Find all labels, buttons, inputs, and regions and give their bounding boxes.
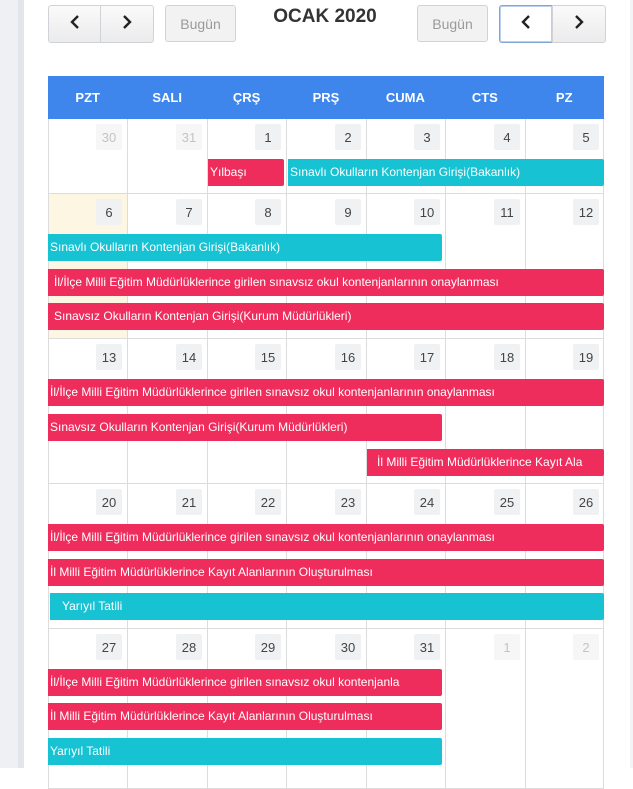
day-number[interactable]: 6 [96,199,122,225]
calendar-event[interactable]: İl Milli Eğitim Müdürlüklerince Kayıt Alanlarının Oluşturulması [48,703,442,730]
weekday-sun: PZ [555,90,573,105]
weekday-header [48,76,604,119]
prev-month-button-right[interactable] [499,5,553,43]
day-number[interactable]: 12 [573,199,599,225]
day-number[interactable]: 7 [176,199,202,225]
day-number[interactable]: 14 [176,344,202,370]
prev-month-button[interactable] [48,5,101,43]
day-number[interactable]: 1 [494,634,520,660]
day-number[interactable]: 25 [494,489,520,515]
calendar-event[interactable]: Yılbaşı [208,159,284,186]
weekday-sat: CTS [471,90,498,105]
day-number[interactable]: 20 [96,489,122,515]
calendar-event[interactable]: İl/İlçe Milli Eğitim Müdürlüklerince girilen sınavsız okul kontenjanlarının onaylanması [48,524,604,551]
day-number[interactable]: 13 [96,344,122,370]
weekday-wed: ÇRŞ [232,90,261,105]
next-month-button-right[interactable] [552,5,606,43]
day-number[interactable]: 1 [255,124,281,150]
day-number[interactable]: 2 [573,634,599,660]
day-number[interactable]: 4 [494,124,520,150]
day-number[interactable]: 30 [335,634,361,660]
grid-line [286,339,287,484]
weekday-fri: CUMA [385,90,425,105]
calendar-event[interactable]: İl Milli Eğitim Müdürlüklerince Kayıt Alanlarının Oluşturulması [48,559,604,586]
day-number[interactable]: 31 [176,124,202,150]
day-number[interactable]: 9 [335,199,361,225]
calendar-event[interactable]: Sınavlı Okulların Kontenjan Girişi(Bakanlık) [48,234,442,261]
day-number[interactable]: 29 [255,634,281,660]
day-number[interactable]: 3 [414,124,440,150]
day-number[interactable]: 27 [96,634,122,660]
day-number[interactable]: 31 [414,634,440,660]
day-number[interactable]: 5 [573,124,599,150]
month-title: OCAK 2020 [273,6,377,27]
grid-line [48,119,49,194]
grid-line [207,339,208,484]
calendar-event[interactable]: İl/İlçe Milli Eğitim Müdürlüklerince girilen sınavsız okul kontenjanla [48,669,442,696]
grid-line [445,629,446,789]
day-number[interactable]: 18 [494,344,520,370]
calendar-event[interactable]: Sınavsız Okulların Kontenjan Girişi(Kurum Müdürlükleri) [48,303,604,330]
day-number[interactable]: 19 [573,344,599,370]
day-number[interactable]: 8 [255,199,281,225]
weekday-thu: PRŞ [312,90,340,105]
today-button-left[interactable]: Bugün [165,5,236,42]
day-number[interactable]: 30 [96,124,122,150]
grid-line [48,339,49,484]
page-left-gutter [0,0,24,768]
next-month-button[interactable] [100,5,154,43]
day-number[interactable]: 2 [335,124,361,150]
day-number[interactable]: 21 [176,489,202,515]
calendar-event[interactable]: Yarıyıl Tatili [50,593,604,620]
day-number[interactable]: 10 [414,199,440,225]
calendar-event[interactable]: Sınavlı Okulların Kontenjan Girişi(Bakanlık) [288,159,604,186]
day-number[interactable]: 22 [255,489,281,515]
grid-line [286,119,287,194]
day-number[interactable]: 26 [573,489,599,515]
chevron-left-icon [520,15,532,33]
day-number[interactable]: 24 [414,489,440,515]
day-number[interactable]: 17 [414,344,440,370]
day-number[interactable]: 11 [494,199,520,225]
grid-line [48,484,49,629]
day-number[interactable]: 28 [176,634,202,660]
calendar-event[interactable]: Sınavsız Okulların Kontenjan Girişi(Kurum Müdürlükleri) [48,414,442,441]
day-number[interactable]: 15 [255,344,281,370]
chevron-right-icon [121,15,133,33]
today-button-right[interactable]: Bugün [417,5,488,42]
grid-line [127,119,128,194]
weekday-tue: SALI [152,90,182,105]
calendar-event[interactable]: İl Milli Eğitim Müdürlüklerince Kayıt Ala [367,449,604,476]
grid-line [603,629,604,789]
calendar-event[interactable]: İl/İlçe Milli Eğitim Müdürlüklerince girilen sınavsız okul kontenjanlarının onaylanması [48,379,604,406]
day-number[interactable]: 23 [335,489,361,515]
calendar-event[interactable]: Yarıyıl Tatili [48,738,442,765]
grid-line [127,339,128,484]
chevron-left-icon [69,15,81,33]
grid-line [525,629,526,789]
calendar-event[interactable]: İl/İlçe Milli Eğitim Müdürlüklerince girilen sınavsız okul kontenjanlarının onaylanması [48,269,604,296]
weekday-mon: PZT [75,90,100,105]
day-number[interactable]: 16 [335,344,361,370]
chevron-right-icon [573,15,585,33]
